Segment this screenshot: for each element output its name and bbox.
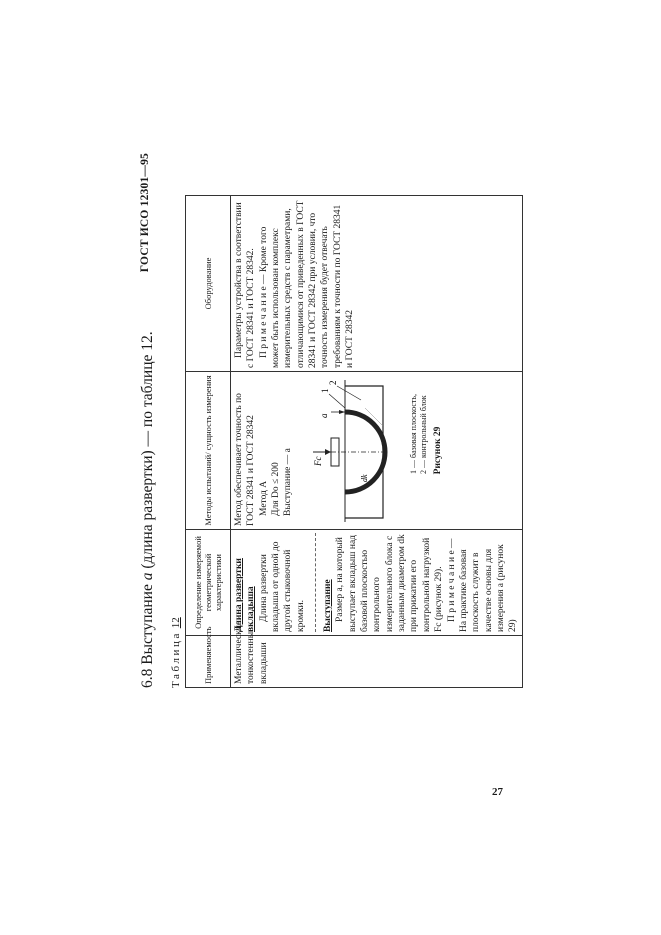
- equipment-note: П р и м е ч а н и е — Кроме того может быть использован комплекс измерительных средств с параметрами, отличающимися от приведенных в ГОСТ 28341 и ГОСТ 28342 при условии, что точность измерения будет отвечать требованиям к точности по ГОСТ 28341 и ГОСТ 28342: [258, 200, 356, 368]
- cell-method: [231, 372, 523, 530]
- definition-heading-length: Длина развертки вкладыша: [234, 558, 257, 632]
- method-line-2: Метод А: [258, 480, 269, 516]
- header-applicability: Применяемость: [186, 636, 231, 688]
- header-method: Методы испытаний/ сущность измерения: [186, 372, 231, 530]
- table-label-word: Таблица: [170, 631, 182, 688]
- section-title-suffix: (длина развертки) — по таблице 12.: [139, 331, 156, 569]
- spec-table: [185, 195, 523, 688]
- standard-code: ГОСТ ИСО 12301—95: [139, 153, 151, 273]
- table-label: [170, 617, 182, 688]
- table-row: [231, 196, 523, 688]
- label-2: 2: [327, 380, 338, 385]
- equipment-text: Параметры устройства в соответствии с ГОСТ 28341 и ГОСТ 28342.: [234, 202, 257, 368]
- method-line-3: Для Do ≤ 200: [271, 462, 282, 516]
- label-a: a: [318, 413, 329, 418]
- definition-note: П р и м е ч а н и е — На практике базовая плоскость служит в качестве основы для измерения a (рисунок 29): [446, 538, 519, 632]
- label-1: 1: [319, 388, 330, 393]
- definition-heading-protrusion: Выступание: [323, 579, 334, 632]
- figure-caption: Рисунок 29: [432, 426, 443, 475]
- definition-text-length: Длина развертки вкладыша от одной до другой стыковочной кромки.: [258, 541, 306, 632]
- section-title-prefix: 6.8 Выступание: [139, 584, 156, 688]
- method-line-1: Метод обеспечивает точность по ГОСТ 28341 и ГОСТ 28342: [234, 393, 257, 526]
- cell-definition: [231, 530, 523, 636]
- section-title-var: a: [139, 572, 156, 581]
- dashed-separator: [315, 533, 316, 632]
- cell-equipment: [231, 196, 523, 372]
- load-arrowhead: [325, 449, 331, 455]
- legend-item-2: 2 — контрольный блок: [419, 395, 429, 474]
- legend-item-1: 1 — базовая плоскость,: [409, 393, 419, 474]
- table-header-row: [186, 196, 231, 688]
- leader-2: [337, 386, 361, 400]
- rotated-content: [135, 153, 519, 688]
- label-fc: Fc: [312, 456, 323, 466]
- table-label-number: 12: [170, 617, 182, 629]
- figure-29-drawing: [301, 376, 401, 526]
- leader-1: [329, 394, 345, 408]
- label-dk: dk: [359, 474, 369, 482]
- applicability-text: Металлические тонкостенные вкладыши: [234, 620, 269, 684]
- header-equipment: Оборудование: [186, 196, 231, 372]
- method-line-4: Выступание — a: [283, 448, 294, 516]
- definition-text-protrusion: Размер a, на который выступает вкладыш над базовой плоскостью контрольного измерительного блока с заданным диаметром dk при прижатии его контрольной нагрузкой Fc (рисунок 29).: [335, 534, 445, 632]
- protrusion-arrowhead: [339, 410, 345, 414]
- cell-applicability: [231, 620, 523, 688]
- section-title: [139, 331, 157, 688]
- page-number: 27: [492, 786, 503, 798]
- header-definition: Определение измеряемой геометрической характеристики: [186, 530, 231, 636]
- figure-29: [301, 375, 444, 526]
- figure-legend: [409, 375, 430, 526]
